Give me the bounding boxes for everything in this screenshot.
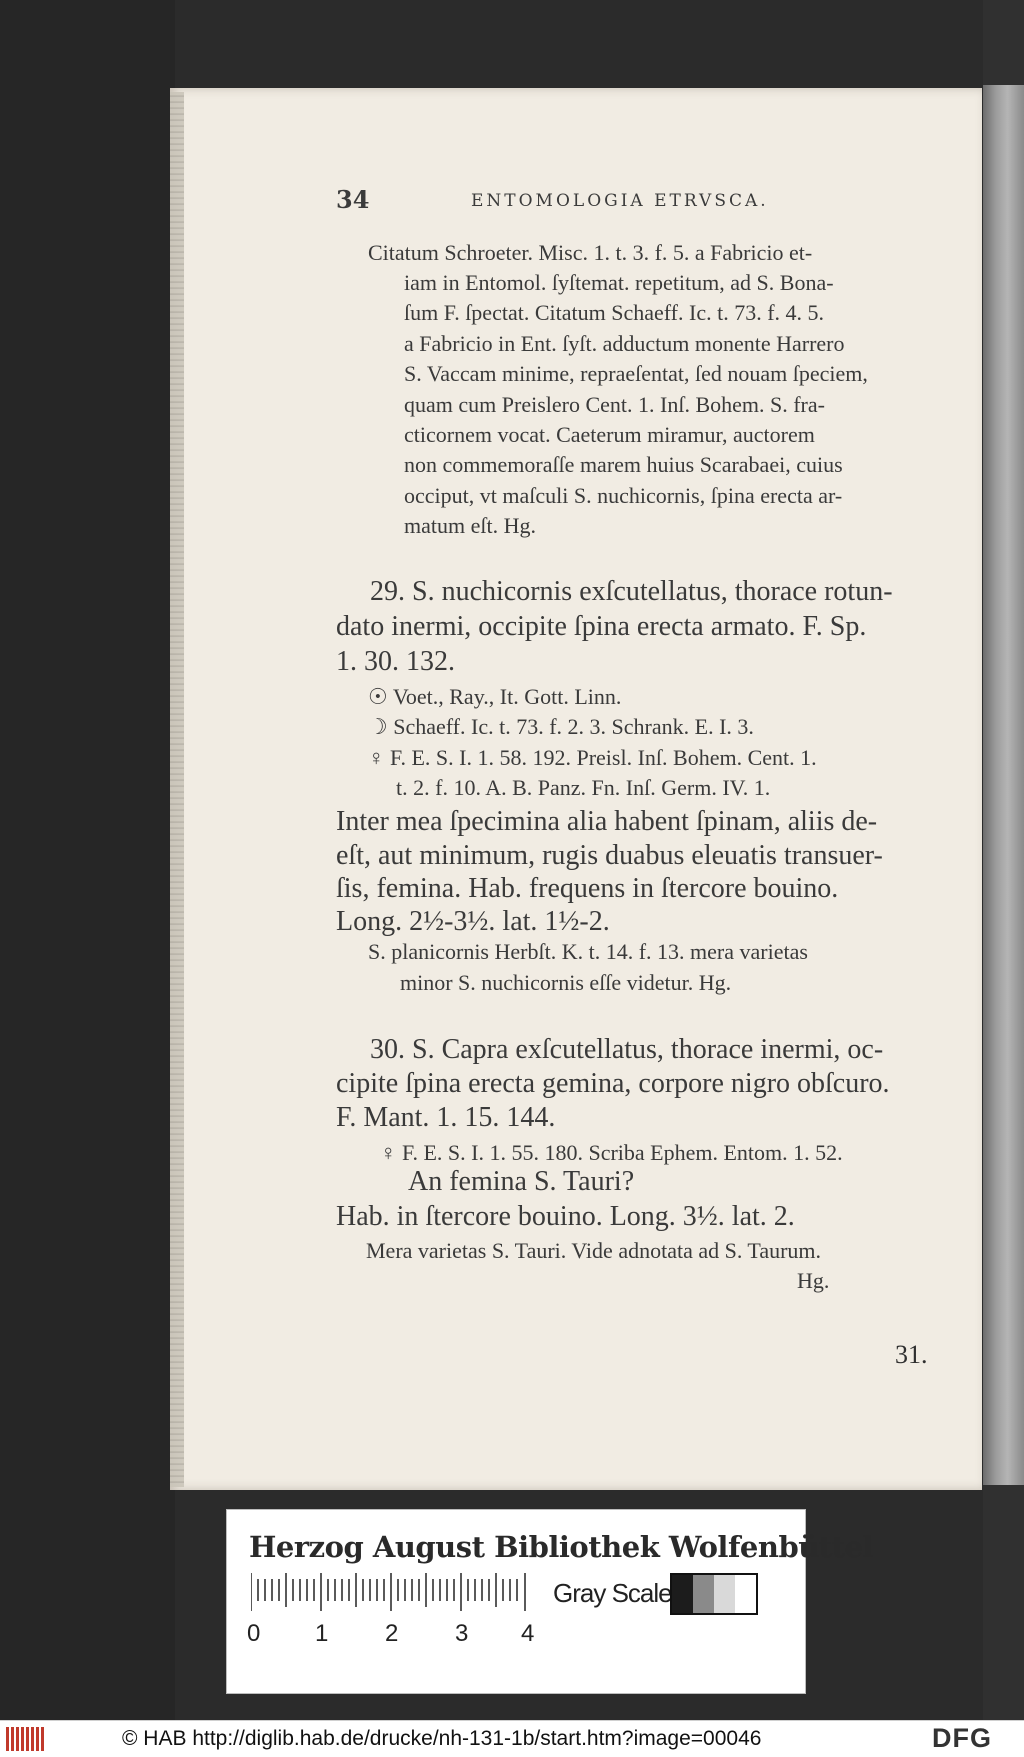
- text-line: occiput, vt maſculi S. nuchicornis, ſpina erecta ar-: [404, 483, 843, 508]
- text-line: cticornem vocat. Caeterum miramur, auctorem: [404, 422, 815, 447]
- gray-patch-black: [672, 1575, 693, 1613]
- signature-mark: 31.: [895, 1340, 928, 1369]
- text-line: minor S. nuchicornis eſſe videtur. Hg.: [400, 970, 732, 995]
- text-line: ſis, femina. Hab. frequens in ſtercore bouino.: [336, 873, 839, 904]
- ruler-label-4: 4: [521, 1620, 535, 1647]
- page-number: 34: [336, 185, 370, 214]
- text-line: F. Mant. 1. 15. 144.: [336, 1102, 556, 1133]
- entry-heading-29: 29. S. nuchicornis exſcutellatus, thorace rotun-: [370, 576, 893, 607]
- dfg-logo: DFG: [932, 1723, 992, 1753]
- library-name: Herzog August Bibliothek Wolfenbüttel: [249, 1530, 874, 1564]
- ruler-label-2: 2: [385, 1620, 399, 1647]
- text-line: An femina S. Tauri?: [408, 1166, 635, 1197]
- page-fore-edge: [170, 92, 184, 1487]
- gray-patch-light: [714, 1575, 735, 1613]
- gray-scale-label: Gray Scale: [553, 1578, 672, 1608]
- facing-page-edge: [983, 85, 1024, 1485]
- source-url-link[interactable]: © HAB http://diglib.hab.de/drucke/nh-131-1b/start.htm?image=00046: [122, 1727, 762, 1750]
- text-line: ſum F. ſpectat. Citatum Schaeff. Ic. t. 73. f. 4. 5.: [404, 300, 825, 325]
- text-line: ☽ Schaeff. Ic. t. 73. f. 2. 3. Schrank. E. I. 3.: [368, 714, 754, 739]
- text-line: iam in Entomol. ſyſtemat. repetitum, ad S. Bona-: [404, 270, 834, 295]
- text-line: ♀ F. E. S. I. 1. 55. 180. Scriba Ephem. Entom. 1. 52.: [380, 1140, 843, 1165]
- running-head: [336, 185, 936, 221]
- text-line: Hab. in ſtercore bouino. Long. 3½. lat. 2.: [336, 1201, 795, 1232]
- text-line: a Fabricio in Ent. ſyſt. adductum monente Harrero: [404, 331, 845, 356]
- text-line: S. Vaccam minime, repraeſentat, ſed nouam ſpeciem,: [404, 361, 868, 386]
- text-line: matum eſt. Hg.: [404, 513, 536, 538]
- entry-heading-30: 30. S. Capra exſcutellatus, thorace inermi, oc-: [370, 1034, 884, 1065]
- text-line: ☉ Voet., Ray., It. Gott. Linn.: [368, 684, 622, 709]
- text-line: cipite ſpina erecta gemina, corpore nigro obſcuro.: [336, 1068, 890, 1099]
- text-line: Inter mea ſpecimina alia habent ſpinam, aliis de-: [336, 806, 878, 837]
- text-line: Hg.: [797, 1268, 830, 1293]
- gray-patch-mid: [693, 1575, 714, 1613]
- scanner-backdrop-left: [0, 0, 175, 1720]
- text-line: t. 2. f. 10. A. B. Panz. Fn. Inſ. Germ. IV. 1.: [396, 775, 771, 800]
- barcode-icon: [6, 1727, 46, 1751]
- text-line: Citatum Schroeter. Misc. 1. t. 3. f. 5. a Fabricio et-: [368, 240, 813, 265]
- text-line: S. planicornis Herbſt. K. t. 14. f. 13. mera varietas: [368, 939, 808, 964]
- viewer-footer: [0, 1720, 1024, 1757]
- gray-patch-white: [735, 1575, 756, 1613]
- measuring-ruler: [251, 1573, 527, 1611]
- text-line: eſt, aut minimum, rugis duabus eleuatis transuer-: [336, 840, 883, 871]
- running-head-title: ENTOMOLOGIA ETRVSCA.: [471, 191, 769, 211]
- ruler-label-1: 1: [315, 1620, 329, 1647]
- text-line: non commemoraſſe marem huius Scarabaei, cuius: [404, 452, 843, 477]
- text-line: quam cum Preislero Cent. 1. Inſ. Bohem. S. fra-: [404, 392, 825, 417]
- text-line: ♀ F. E. S. I. 1. 58. 192. Preisl. Inſ. Bohem. Cent. 1.: [368, 745, 817, 770]
- text-line: Mera varietas S. Tauri. Vide adnotata ad S. Taurum.: [366, 1238, 822, 1263]
- text-line: dato inermi, occipite ſpina erecta armato. F. Sp.: [336, 611, 867, 642]
- color-reference-card: [226, 1509, 874, 1694]
- text-line: 1. 30. 132.: [336, 646, 455, 677]
- ruler-label-3: 3: [455, 1620, 469, 1647]
- ruler-label-0: 0: [247, 1620, 261, 1647]
- gray-scale-swatch: [670, 1573, 758, 1615]
- text-line: Long. 2½-3½. lat. 1½-2.: [336, 906, 610, 937]
